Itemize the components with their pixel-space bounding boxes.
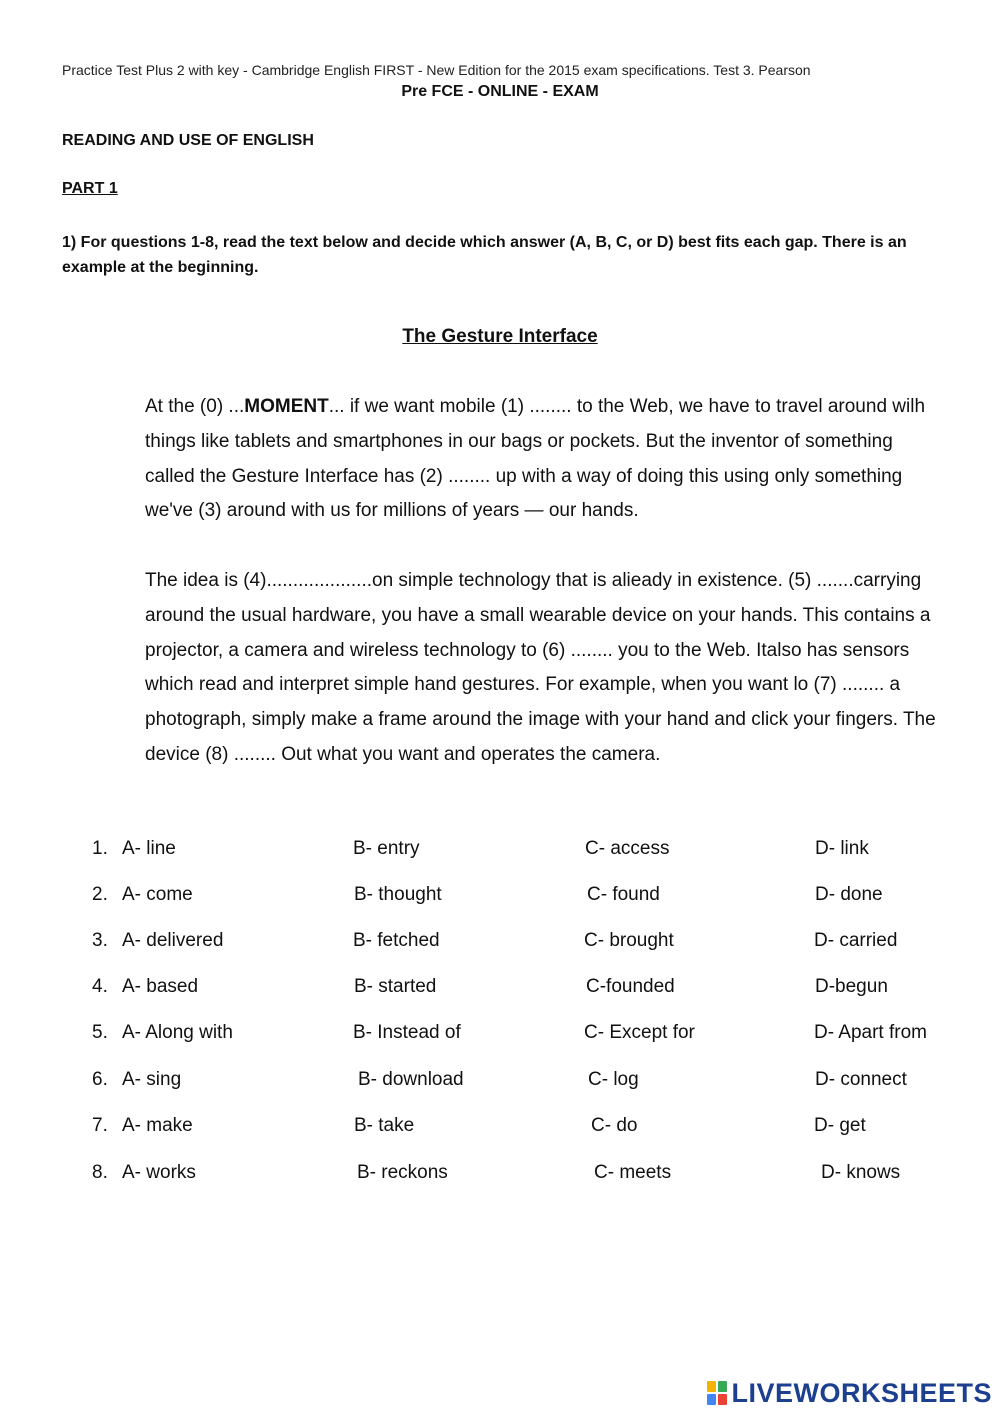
option-d: D- carried	[814, 930, 898, 951]
example-answer: MOMENT	[244, 396, 329, 417]
part-label: PART 1	[62, 180, 118, 197]
question-number: 4.	[92, 976, 108, 997]
option-c: C- log	[588, 1069, 639, 1090]
option-c: C-founded	[586, 976, 675, 997]
question-number: 6.	[92, 1069, 108, 1090]
question-number: 5.	[92, 1022, 108, 1043]
question-number: 7.	[92, 1115, 108, 1136]
option-a: A- works	[122, 1162, 196, 1183]
option-d: D- link	[815, 838, 869, 859]
option-a: A- delivered	[122, 930, 224, 951]
question-number: 2.	[92, 884, 108, 905]
brand-name: LIVEWORKSHEETS	[731, 1377, 992, 1408]
option-c: C- access	[585, 838, 670, 859]
option-d: D-begun	[815, 976, 888, 997]
reading-paragraph-1	[145, 390, 945, 529]
option-a: A- line	[122, 838, 176, 859]
option-a: A- based	[122, 976, 199, 997]
option-b: B- reckons	[357, 1162, 448, 1183]
option-a: A- sing	[122, 1069, 182, 1090]
option-c: C- Except for	[584, 1022, 695, 1043]
paragraph-1-start: At the (0) ...	[145, 396, 245, 417]
option-c: C- do	[591, 1115, 638, 1136]
option-a: A- Along with	[122, 1022, 233, 1043]
option-d: D- get	[814, 1115, 866, 1136]
option-a: A- make	[122, 1115, 193, 1136]
option-d: D- done	[815, 884, 883, 905]
option-d: D- knows	[821, 1162, 901, 1183]
paragraph-1-rest: ... if we want mobile (1) ........ to the Web, we have to travel around wilh things like tablets and smartphones in our bags or pockets. But the inventor of something called the Gesture Interface has (2) ........ up with a way of doing this using only something we've (3) around with us for millions of years — our hands.	[145, 396, 926, 522]
option-a: A- come	[122, 884, 193, 905]
option-c: C- brought	[584, 930, 674, 951]
option-b: B- download	[358, 1069, 464, 1090]
option-b: B- started	[354, 976, 437, 997]
option-c: C- found	[587, 884, 660, 905]
instructions: 1) For questions 1-8, read the text below and decide which answer (A, B, C, or D) best fits each gap. There is an example at the beginning.	[62, 234, 907, 276]
question-number: 8.	[92, 1162, 108, 1183]
section-title: READING AND USE OF ENGLISH	[62, 132, 314, 149]
question-number: 1.	[92, 838, 108, 859]
option-c: C- meets	[594, 1162, 672, 1183]
option-d: D- connect	[815, 1069, 907, 1090]
liveworksheets-logo	[707, 1378, 992, 1408]
liveworksheets-logo-icon	[707, 1381, 727, 1405]
question-number: 3.	[92, 930, 108, 951]
option-b: B- take	[354, 1115, 415, 1136]
option-b: B- thought	[354, 884, 442, 905]
source-citation: Practice Test Plus 2 with key - Cambridge English FIRST - New Edition for the 2015 exam specifications. Test 3. Pearson	[62, 62, 811, 78]
reading-title: The Gesture Interface	[402, 326, 598, 347]
exam-subtitle: Pre FCE - ONLINE - EXAM	[401, 83, 599, 100]
reading-paragraph-2: The idea is (4)....................on simple technology that is alieady in existence. (5) .......carrying around the usual hardware, you have a small wearable device on your hands. This contains a projector, a camera and wireless technology to (6) ........ you to the Web. Italso has sensors which read and interpret simple hand gestures. For example, when you want lo (7) ........ a photograph, simply make a frame around the image with your hand and click your fingers. The device (8) ........ Out what you want and operates the camera.	[145, 570, 936, 765]
option-b: B- Instead of	[353, 1022, 461, 1043]
option-d: D- Apart from	[814, 1022, 927, 1043]
option-b: B- fetched	[353, 930, 440, 951]
option-b: B- entry	[353, 838, 420, 859]
